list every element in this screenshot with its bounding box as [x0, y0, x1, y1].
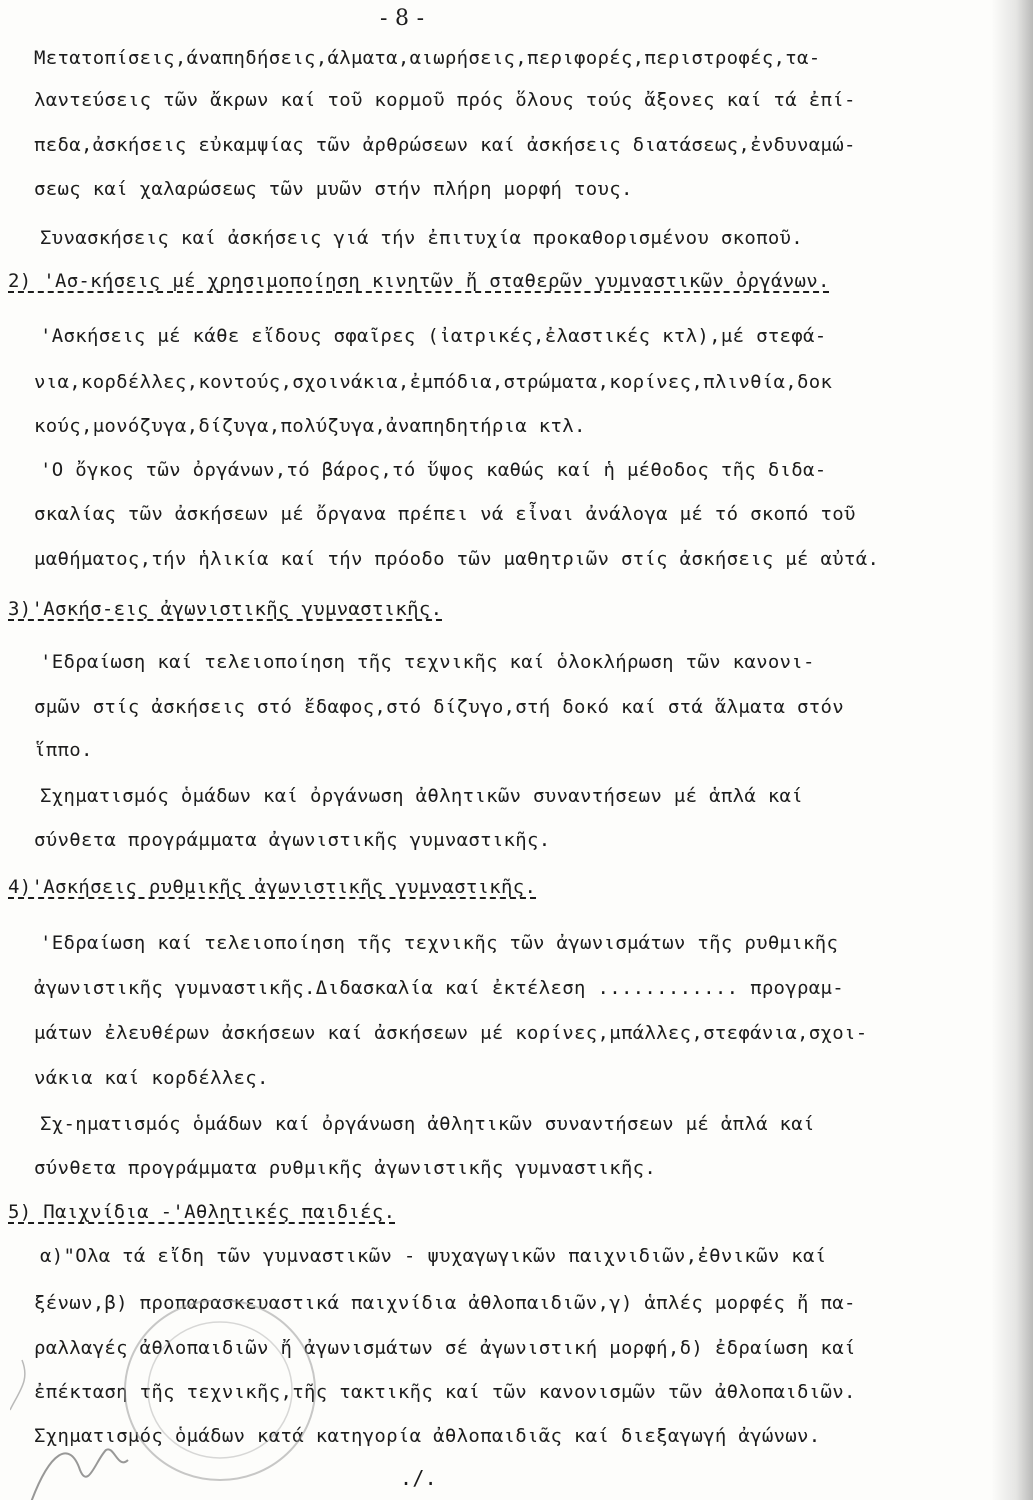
text-line: σκαλίας τῶν ἀσκήσεων μέ ὄργανα πρέπει νά εἶναι ἀνάλογα μέ τό σκοπό τοῦ: [34, 503, 856, 525]
official-stamp: [10, 1300, 320, 1500]
text-line: Σχηματισμός ὁμάδων καί ὀργάνωση ἀθλητικῶν συναντήσεων μέ ἁπλά καί: [40, 785, 804, 807]
text-line: ξένων,β) προπαρασκευαστικά παιχνίδια ἀθλοπαιδιῶν,γ) ἁπλές μορφές ἤ πα-: [34, 1292, 856, 1314]
text-line: ἐπέκταση τῆς τεχνικῆς,τῆς τακτικῆς καί τῶν κανονισμῶν τῶν ἀθλοπαιδιῶν.: [34, 1381, 856, 1403]
section-heading-2: 2) 'Ασ-κήσεις μέ χρησιμοποίηση κινητῶν ἤ σταθερῶν γυμναστικῶν ὀργάνων.: [8, 270, 830, 292]
section-heading-4: 4)'Ασκήσεις ρυθμικῆς ἀγωνιστικῆς γυμναστικῆς.: [8, 876, 537, 898]
text-line: σεως καί χαλαρώσεως τῶν μυῶν στήν πλήρη μορφή τους.: [34, 178, 633, 200]
text-line: 'Εδραίωση καί τελειοποίηση τῆς τεχνικῆς τῶν ἀγωνισμάτων τῆς ρυθμικῆς: [40, 932, 839, 954]
section-heading-5: 5) Παιχνίδια -'Αθλητικές παιδιές.: [8, 1201, 396, 1223]
text-line: σύνθετα προγράμματα ρυθμικῆς ἀγωνιστικῆς γυμναστικῆς.: [34, 1157, 657, 1179]
page-end-mark: ./.: [400, 1466, 438, 1490]
text-line: Μετατοπίσεις,άναπηδήσεις,άλματα,αιωρήσεις,περιφορές,περιστροφές,τα-: [34, 47, 821, 69]
text-line: σμῶν στίς ἀσκήσεις στό ἔδαφος,στό δίζυγο,στή δοκό καί στά ἅλματα στόν: [34, 696, 844, 718]
text-line: Σχ-ηματισμός ὁμάδων καί ὀργάνωση ἀθλητικῶν συναντήσεων μέ ἁπλά καί: [40, 1113, 815, 1135]
text-line: ραλλαγές ἀθλοπαιδιῶν ἤ ἀγωνισμάτων σέ ἀγωνιστική μορφή,δ) ἐδραίωση καί: [34, 1337, 856, 1359]
text-line: ἵππο.: [34, 739, 93, 761]
text-line: νια,κορδέλλες,κοντούς,σχοινάκια,ἐμπόδια,στρώματα,κορίνες,πλινθία,δοκ: [34, 371, 833, 393]
page-edge-shadow: [991, 0, 1033, 1500]
signature-mark: [30, 1449, 128, 1500]
text-line: μαθήματος,τήν ἡλικία καί τήν πρόοδο τῶν μαθητριῶν στίς ἀσκήσεις μέ αὐτά.: [34, 548, 880, 570]
text-line: Συνασκήσεις καί ἀσκήσεις γιά τήν ἐπιτυχία προκαθορισμένου σκοποῦ.: [40, 227, 804, 249]
text-line: 'Ασκήσεις μέ κάθε εἴδους σφαῖρες (ἰατρικές,ἐλαστικές κτλ),μέ στεφά-: [40, 325, 827, 347]
text-line: 'Εδραίωση καί τελειοποίηση τῆς τεχνικῆς καί ὁλοκλήρωση τῶν κανονι-: [40, 651, 815, 673]
text-line: νάκια καί κορδέλλες.: [34, 1067, 269, 1089]
text-line: μάτων ἐλευθέρων ἀσκήσεων καί ἀσκήσεων μέ κορίνες,μπάλλες,στεφάνια,σχοι-: [34, 1022, 868, 1044]
text-line: 'Ο ὄγκος τῶν ὀργάνων,τό βάρος,τό ὕψος καθώς καί ἡ μέθοδος τῆς διδα-: [40, 459, 827, 481]
text-line: α)"Ολα τά εἴδη τῶν γυμναστικῶν - ψυχαγωγικῶν παιχνιδιῶν,ἐθνικῶν καί: [40, 1245, 827, 1267]
text-line: κούς,μονόζυγα,δίζυγα,πολύζυγα,ἀναπηδητήρια κτλ.: [34, 415, 586, 437]
text-line: Σχηματισμός ὁμάδων κατά κατηγορία ἀθλοπαιδιᾶς καί διεξαγωγή ἀγώνων.: [34, 1425, 821, 1447]
text-line: σύνθετα προγράμματα ἀγωνιστικῆς γυμναστικῆς.: [34, 829, 551, 851]
page-number: - 8 -: [380, 6, 425, 31]
text-line: ἀγωνιστικῆς γυμναστικῆς.Διδασκαλία καί ἐκτέλεση ............ προγραμ-: [34, 977, 844, 999]
text-line: πεδα,ἀσκήσεις εὐκαμψίας τῶν ἀρθρώσεων καί ἀσκήσεις διατάσεως,ἐνδυναμώ-: [34, 134, 856, 156]
text-line: λαντεύσεις τῶν ἄκρων καί τοῦ κορμοῦ πρός ὅλους τούς ἄξονες καί τά ἐπί-: [34, 89, 856, 111]
section-heading-3: 3)'Ασκήσ-εις ἀγωνιστικῆς γυμναστικῆς.: [8, 598, 443, 620]
